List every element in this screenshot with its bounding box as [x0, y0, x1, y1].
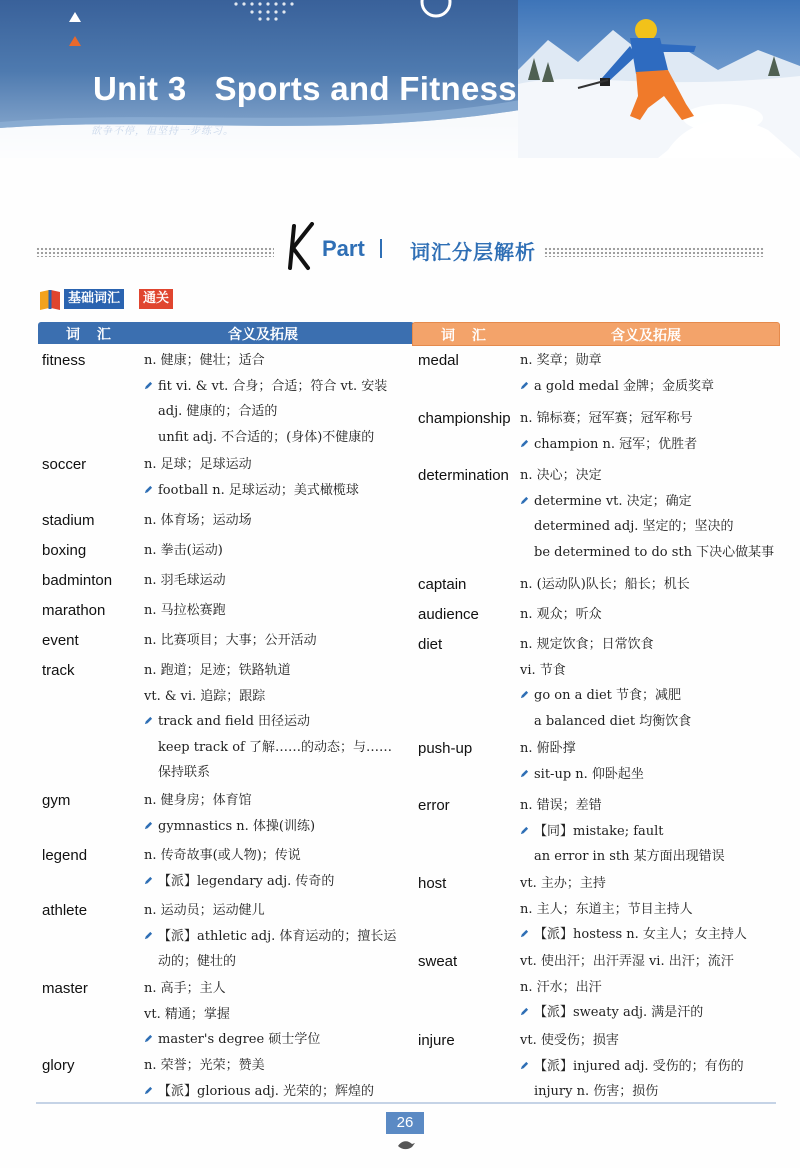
vocab-definition	[144, 980, 414, 1006]
vocab-word: soccer	[42, 456, 87, 473]
footer-rule	[36, 1102, 776, 1104]
vocab-definition	[144, 662, 414, 688]
vocab-definition	[520, 518, 780, 544]
vocab-definition	[144, 632, 414, 658]
vocab-extension	[520, 687, 780, 713]
vocab-definition	[520, 352, 780, 378]
vocab-word: badminton	[42, 572, 113, 589]
vocab-extension	[144, 873, 414, 899]
vocab-line-text: 动的；健壮的	[158, 954, 237, 969]
pencil-icon	[144, 716, 153, 725]
vocab-line-text: a gold medal 金牌；金质奖章	[534, 378, 715, 394]
vocab-extension	[520, 926, 780, 952]
table-header	[412, 322, 780, 346]
vocab-line-text: champion n. 冠军；优胜者	[534, 436, 698, 452]
part-label: Part	[322, 236, 365, 261]
pencil-icon	[144, 931, 153, 940]
vocab-definition	[144, 739, 414, 765]
vocab-meanings	[520, 410, 780, 461]
vocab-table-right	[412, 322, 780, 1099]
vocab-line-text: n. 马拉松赛跑	[144, 603, 226, 618]
vocab-word: athlete	[42, 902, 88, 919]
vocab-extension	[144, 713, 414, 739]
vocab-word: error	[418, 797, 450, 814]
vocab-definition	[520, 576, 780, 602]
pencil-icon	[520, 769, 529, 778]
vocab-meanings	[144, 602, 414, 628]
vocab-extension	[520, 378, 780, 404]
pencil-icon	[520, 1007, 529, 1016]
vocab-line-text: 【派】hostess n. 女主人；女主持人	[534, 927, 747, 942]
vocab-extension	[144, 482, 414, 508]
unit-title	[93, 70, 517, 108]
vocab-meanings	[520, 352, 780, 403]
vocab-definition	[520, 1032, 780, 1058]
unit-name: Sports and Fitness	[214, 70, 517, 107]
vocab-word: stadium	[42, 512, 95, 529]
page-number: 26	[386, 1112, 424, 1134]
vocab-definition	[144, 902, 414, 928]
dotted-rule-left	[36, 247, 274, 257]
vocab-meanings	[520, 636, 780, 738]
vocab-line-text: 【派】glorious adj. 光荣的；辉煌的	[158, 1083, 375, 1099]
vocab-definition	[144, 456, 414, 482]
vocab-definition	[520, 979, 780, 1005]
vocab-word: sweat	[418, 953, 458, 970]
vocab-line-text: n. 足球；足球运动	[144, 457, 252, 472]
vocab-extension	[520, 766, 780, 792]
circle-decor-icon	[418, 0, 458, 22]
pencil-icon	[520, 1061, 529, 1070]
vocab-word: diet	[418, 636, 443, 653]
unit-banner	[0, 0, 800, 158]
vocab-meanings	[144, 352, 414, 454]
section-badge: 通关	[139, 289, 173, 309]
vocab-definition	[520, 740, 780, 766]
pencil-icon	[520, 929, 529, 938]
vocab-definition	[520, 848, 780, 874]
vocab-definition	[520, 901, 780, 927]
vocab-line-text: n. 错误；差错	[520, 798, 602, 813]
vocab-word: fitness	[42, 352, 86, 369]
vocab-meanings	[520, 606, 780, 632]
vocab-extension	[520, 1058, 780, 1084]
vocab-meanings	[520, 576, 780, 602]
vocab-definition	[520, 875, 780, 901]
pencil-icon	[144, 876, 153, 885]
vocab-line-text: gymnastics n. 体操(训练)	[158, 818, 316, 834]
vocab-line-text: vt. 主办；主持	[520, 876, 606, 891]
pencil-icon	[144, 381, 153, 390]
unit-number: Unit 3	[93, 70, 187, 107]
vocab-line-text: n. 运动员；运动健儿	[144, 903, 265, 918]
dots-decor-icon	[230, 0, 320, 22]
vocab-line-text: n. 高手；主人	[144, 981, 226, 996]
vocab-definition	[144, 953, 414, 979]
vocab-definition	[144, 688, 414, 714]
vocab-meanings	[520, 953, 780, 1030]
vocab-definition	[144, 403, 414, 429]
vocab-line-text: a balanced diet 均衡饮食	[534, 713, 692, 729]
vocab-line-text: n. 俯卧撑	[520, 741, 576, 756]
vocab-line-text: master's degree 硕士学位	[158, 1032, 321, 1047]
vocab-word: marathon	[42, 602, 106, 619]
vocab-table-left	[38, 322, 414, 1099]
vocab-word: host	[418, 875, 447, 892]
vocab-line-text: sit-up n. 仰卧起坐	[534, 766, 644, 782]
vocab-meanings	[144, 456, 414, 507]
vocab-line-text: adj. 健康的；合适的	[158, 404, 278, 419]
vocab-definition	[144, 764, 414, 790]
vocab-line-text: n. 锦标赛；冠军赛；冠军称号	[520, 411, 693, 426]
vocab-definition	[144, 512, 414, 538]
vocab-line-text: n. 健身房；体育馆	[144, 793, 252, 808]
header-word: 词 汇	[66, 327, 117, 343]
vocab-line-text: fit vi. & vt. 合身；合适；符合 vt. 安装	[158, 378, 388, 394]
vocab-meanings	[144, 792, 414, 843]
vocab-meanings	[144, 1057, 414, 1108]
bird-icon	[396, 1138, 416, 1152]
vocab-line-text: n. 比赛项目；大事；公开活动	[144, 633, 317, 648]
part-divider	[380, 239, 382, 258]
vocab-line-text: n. 传奇故事(或人物)；传说	[144, 848, 301, 863]
vocab-meanings	[144, 662, 414, 790]
vocab-line-text: go on a diet 节食；减肥	[534, 688, 682, 703]
pencil-icon	[144, 1034, 153, 1043]
vocab-definition	[144, 572, 414, 598]
vocab-line-text: vt. 精通；掌握	[144, 1006, 230, 1022]
vocab-meanings	[144, 512, 414, 538]
book-icon	[38, 288, 62, 310]
vocab-definition	[520, 713, 780, 739]
vocab-word: event	[42, 632, 79, 649]
vocab-extension	[144, 928, 414, 954]
vocab-extension	[144, 818, 414, 844]
vocab-definition	[144, 542, 414, 568]
vocab-extension	[520, 823, 780, 849]
vocab-line-text: n. 羽毛球运动	[144, 573, 226, 588]
vocab-line-text: 保持联系	[158, 765, 211, 780]
header-word: 词 汇	[441, 328, 492, 344]
vocab-definition	[520, 410, 780, 436]
vocab-word: audience	[418, 606, 479, 623]
vocab-definition	[144, 1057, 414, 1083]
vocab-line-text: 【派】athletic adj. 体育运动的；擅长运	[158, 928, 397, 944]
vocab-definition	[144, 792, 414, 818]
triangle-decor-icon	[68, 12, 82, 52]
vocab-extension	[144, 1031, 414, 1057]
pencil-icon	[144, 485, 153, 494]
unit-motto: 欲争不停，但坚持一步练习。	[91, 126, 234, 137]
vocab-extension	[144, 378, 414, 404]
vocab-line-text: 【派】legendary adj. 传奇的	[158, 873, 335, 889]
part-header	[36, 222, 764, 272]
vocab-meanings	[520, 797, 780, 874]
vocab-line-text: 【同】mistake; fault	[534, 823, 664, 839]
pencil-icon	[144, 821, 153, 830]
vocab-meanings	[144, 980, 414, 1057]
vocab-word: master	[42, 980, 88, 997]
vocab-line-text: n. 观众；听众	[520, 607, 602, 622]
dotted-rule-right	[544, 247, 764, 257]
vocab-line-text: an error in sth 某方面出现错误	[534, 849, 725, 864]
vocab-definition	[520, 606, 780, 632]
vocab-line-text: n. 主人；东道主；节目主持人	[520, 901, 693, 917]
header-meaning: 含义及拓展	[611, 328, 681, 344]
pencil-icon	[520, 381, 529, 390]
vocab-word: injure	[418, 1032, 455, 1049]
vocab-word: captain	[418, 576, 467, 593]
vocab-definition	[520, 544, 780, 570]
vocab-word: championship	[418, 410, 511, 427]
vocab-definition	[520, 467, 780, 493]
vocab-line-text: n. 荣誉；光荣；赞美	[144, 1058, 265, 1073]
vocab-line-text: n. 决心；决定	[520, 468, 602, 483]
skier-photo	[518, 0, 800, 158]
vocab-definition	[520, 797, 780, 823]
vocab-word: determination	[418, 467, 509, 484]
vocab-extension	[144, 1083, 414, 1109]
vocab-line-text: unfit adj. 不合适的；(身体)不健康的	[158, 429, 375, 445]
vocab-line-text: football n. 足球运动；美式橄榄球	[158, 482, 359, 498]
vocab-line-text: 【派】sweaty adj. 满是汗的	[534, 1005, 704, 1020]
vocab-meanings	[520, 1032, 780, 1109]
vocab-extension	[520, 1004, 780, 1030]
pencil-icon	[520, 690, 529, 699]
vocab-word: glory	[42, 1057, 75, 1074]
vocab-meanings	[520, 875, 780, 952]
vocab-line-text: injury n. 伤害；损伤	[534, 1084, 659, 1099]
vocab-definition	[144, 429, 414, 455]
vocab-meanings	[144, 847, 414, 898]
part-letter-logo	[282, 222, 322, 272]
vocab-meanings	[144, 632, 414, 658]
vocab-meanings	[520, 467, 780, 569]
vocab-extension	[520, 493, 780, 519]
vocab-line-text: determined adj. 坚定的；坚决的	[534, 519, 734, 534]
vocab-definition	[520, 1083, 780, 1109]
vocab-line-text: n. 奖章；勋章	[520, 353, 602, 368]
vocab-word: boxing	[42, 542, 87, 559]
vocab-definition	[520, 662, 780, 688]
vocab-extension	[520, 436, 780, 462]
vocab-word: push-up	[418, 740, 473, 757]
vocab-line-text: track and field 田径运动	[158, 714, 311, 729]
vocab-word: gym	[42, 792, 71, 809]
pencil-icon	[520, 496, 529, 505]
vocab-meanings	[144, 902, 414, 979]
vocab-line-text: vt. 使受伤；损害	[520, 1033, 619, 1048]
vocab-word: track	[42, 662, 75, 679]
header-meaning: 含义及拓展	[228, 327, 298, 343]
vocab-line-text: be determined to do sth 下决心做某事	[534, 544, 775, 560]
vocab-line-text: n. (运动队)队长；船长；机长	[520, 577, 690, 592]
vocab-definition	[520, 953, 780, 979]
vocab-definition	[144, 1006, 414, 1032]
vocab-line-text: n. 跑道；足迹；铁路轨道	[144, 663, 291, 678]
vocab-definition	[144, 352, 414, 378]
vocab-line-text: keep track of 了解……的动态；与……	[158, 739, 392, 755]
vocab-meanings	[144, 542, 414, 568]
vocab-word: legend	[42, 847, 88, 864]
section-label: 基础词汇	[64, 289, 124, 309]
vocab-definition	[144, 602, 414, 628]
vocab-line-text: n. 健康；健壮；适合	[144, 353, 265, 368]
vocab-line-text: vt. 使出汗；出汗弄湿 vi. 出汗；流汗	[520, 954, 734, 969]
vocab-meanings	[144, 572, 414, 598]
pencil-icon	[520, 826, 529, 835]
pencil-icon	[144, 1086, 153, 1095]
vocab-line-text: n. 汗水；出汗	[520, 979, 602, 995]
vocab-line-text: n. 体育场；运动场	[144, 513, 252, 528]
vocab-definition	[144, 847, 414, 873]
pencil-icon	[520, 439, 529, 448]
vocab-word: medal	[418, 352, 459, 369]
vocab-meanings	[520, 740, 780, 791]
vocab-definition	[520, 636, 780, 662]
part-title: 词汇分层解析	[410, 240, 536, 264]
vocab-line-text: n. 拳击(运动)	[144, 543, 223, 558]
table-header	[38, 322, 414, 344]
vocab-line-text: determine vt. 决定；确定	[534, 493, 692, 509]
vocab-line-text: 【派】injured adj. 受伤的；有伤的	[534, 1058, 744, 1074]
vocab-line-text: vi. 节食	[520, 662, 566, 678]
vocab-line-text: n. 规定饮食；日常饮食	[520, 637, 654, 652]
vocab-line-text: vt. & vi. 追踪；跟踪	[144, 688, 266, 704]
